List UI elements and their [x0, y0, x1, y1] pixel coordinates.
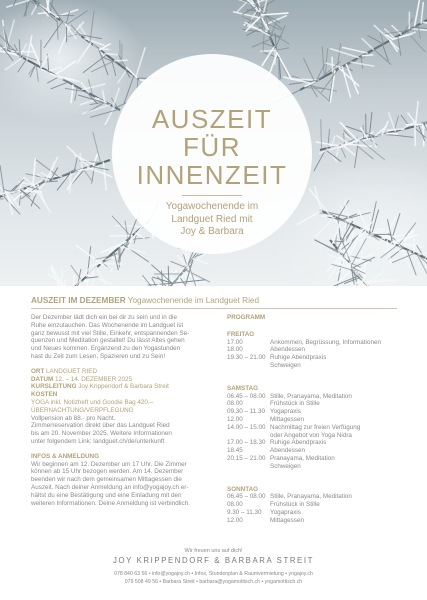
intro-line: hast du Zeit zum Lesen, Spazieren und zu Sein!: [31, 352, 166, 360]
footer-contact: [0, 570, 427, 586]
datum-row: [31, 376, 221, 384]
ort-row: [31, 368, 221, 376]
subtitle-line-3: Joy & Barbara: [180, 226, 244, 237]
kosten-line: YOGA inkl. Notizheft und Goodie Bag 420.–: [31, 398, 154, 406]
title-line-1: AUSZEIT: [151, 104, 273, 134]
ort-value: LANDGUET RIED: [46, 367, 98, 375]
schedule-row: [227, 439, 407, 447]
subtitle-line-2: Landguet Ried mit: [171, 213, 253, 225]
schedule-activity: Abendessen: [270, 447, 306, 455]
kosten-line: Vollpension ab 88.- pro Nacht.: [31, 414, 116, 422]
title-divider: [182, 195, 242, 196]
schedule-activity: Schweigen: [270, 361, 301, 369]
schedule-row: [227, 432, 407, 440]
title-circle: [112, 54, 312, 254]
schedule-row: [227, 393, 407, 401]
schedule-time: 19.30 – 21.00: [227, 354, 266, 362]
intro-line: und Neues kommen. Ergänzend zu den Yogastunden: [31, 345, 181, 353]
section-headline: [31, 296, 411, 305]
schedule-row: [227, 501, 407, 509]
schedule-row: [227, 424, 407, 432]
subtitle-line-1: Yogawochenende im: [165, 201, 259, 212]
schedule-activity: Yogapraxis: [270, 508, 301, 516]
headline-bold: AUSZEIT IM DEZEMBER: [31, 296, 126, 305]
schedule-activity: Schweigen: [270, 462, 301, 470]
datum-label: DATUM: [31, 375, 54, 383]
infos-line: Wir beginnen am 12. Dezember um 17 Uhr. Die Zimmer: [31, 460, 187, 468]
headline-rule: [31, 308, 397, 309]
schedule-row: [227, 400, 407, 408]
schedule-time: 14.00 – 15.00: [227, 423, 266, 431]
intro-line: quenzen und Meditation gestaltet! Du lässt Altes gehen: [31, 337, 185, 345]
schedule-activity: Pranayama, Meditation: [270, 454, 335, 462]
schedule-time: [227, 463, 270, 471]
schedule-row: [227, 346, 407, 354]
footer: [0, 548, 427, 586]
schedule-activity: Ruhige Abendpraxis: [270, 439, 327, 447]
schedule-time: 12.00: [227, 415, 243, 423]
schedule-time: 12.00: [227, 516, 243, 524]
day-heading: FREITAG: [227, 330, 255, 338]
datum-value: 12. – 14. DEZEMBER 2025: [55, 375, 133, 383]
title-line-3: INNENZEIT: [136, 160, 288, 190]
hero-subtitle: [132, 201, 292, 239]
schedule-time: 06.45 – 08.00: [227, 493, 266, 501]
infos-title: INFOS & ANMELDUNG: [31, 452, 99, 460]
schedule-row: [227, 463, 407, 471]
schedule-activity: oder Angebot von Yoga Nidra: [270, 431, 352, 439]
schedule-row: [227, 447, 407, 455]
kursleitung-row: [31, 383, 221, 391]
infos-line: Auszeit. Nach deiner Anmeldung an info@yogajoy.ch er-: [31, 483, 189, 491]
infos-line: können ab 15 Uhr bezogen werden. Am 14. Dezember: [31, 468, 184, 476]
schedule-activity: Mittagessen: [270, 415, 304, 423]
infos-line: hältst du eine Bestätigung und eine Einladung mit den: [31, 491, 182, 499]
kosten-line: unter folgendem Link: landguet.ch/de/unterkunft: [31, 437, 165, 445]
schedule-time: 18.45: [227, 447, 243, 455]
schedule-time: [227, 432, 270, 440]
schedule-time: 17.00 – 18.30: [227, 439, 266, 447]
intro-line: ganz bewusst mit viel Stille, Einkehr, entspannenden Se-: [31, 329, 190, 337]
schedule-time: 18.00: [227, 346, 243, 354]
intro-line: Ruhe einzutauchen. Das Wochenende im Landguet ist: [31, 321, 184, 329]
schedule-activity: Yogapraxis: [270, 408, 301, 416]
schedule-activity: Ruhige Abendpraxis: [270, 354, 327, 362]
schedule-row: [227, 408, 407, 416]
schedule-time: 20.15 – 21.00: [227, 454, 266, 462]
intro-text: [31, 314, 221, 361]
schedule-row: [227, 339, 407, 347]
footer-invite: Wir freuen uns auf dich!: [184, 548, 243, 554]
schedule-time: 17.00: [227, 338, 243, 346]
ort-label: ORT: [31, 367, 45, 375]
contact-line-1: 078 840 63 56 • info@yogajoy.ch • Infos, Stundenplan & Raumvermietung • yogajoy.ch: [114, 571, 313, 577]
schedule-time: 9.30 – 11.30: [227, 508, 262, 516]
schedule-row: [227, 517, 407, 525]
kosten-line: Zimmerreservation direkt über das Landguet Ried: [31, 422, 170, 430]
schedule-activity: Mittagessen: [270, 516, 304, 524]
schedule-activity: Stille, Pranayama, Meditation: [270, 392, 352, 400]
schedule-time: [227, 362, 270, 370]
programm-days: [227, 331, 407, 534]
left-column: [31, 314, 221, 507]
day-heading: SONNTAG: [227, 485, 259, 493]
kosten-line: ÜBERNACHTUNG/VERPFLEGUNG: [31, 406, 134, 414]
schedule-row: [227, 455, 407, 463]
schedule-time: 08.00: [227, 501, 243, 509]
intro-line: Der Dezember lädt dich ein bei dir zu sein und in die: [31, 314, 177, 321]
programm-title: PROGRAMM: [227, 314, 266, 321]
infos-line: weiteren Informationen. Deine Anmeldung ist verbindlich.: [31, 499, 190, 507]
schedule-time: 08.00: [227, 400, 243, 408]
schedule-row: [227, 493, 407, 501]
schedule-activity: Abendessen: [270, 346, 306, 354]
schedule-activity: Nachmittag zur freien Verfügung: [270, 423, 361, 431]
schedule-activity: Stille, Pranayama, Meditation: [270, 493, 352, 501]
kosten-line: bis am 20. November 2025. Weitere Informationen: [31, 430, 172, 438]
kursleitung-label: KURSLEITUNG: [31, 383, 77, 391]
schedule-row: [227, 416, 407, 424]
schedule-time: 06.45 – 08.00: [227, 392, 266, 400]
schedule-row: [227, 509, 407, 517]
schedule-activity: Ankommen, Begrüssung, Informationen: [270, 338, 381, 346]
contact-line-2: 079 508 49 56 • Barbara Streit • barbara@yogamottisch.ch • yogamottisch.ch: [124, 579, 303, 585]
schedule-row: [227, 362, 407, 370]
title-line-2: FÜR: [183, 132, 241, 162]
programm-column: [227, 314, 407, 534]
footer-names: JOY KRIPPENDORF & BARBARA STREIT: [113, 556, 314, 565]
schedule-row: [227, 354, 407, 362]
infos-line: beenden wir nach dem gemeinsamen Mittagessen die: [31, 476, 182, 484]
schedule-activity: Frühstück in Stille: [270, 501, 320, 509]
day-heading: SAMSTAG: [227, 384, 259, 392]
headline-normal: Yogawochenende im Landguet Ried: [127, 296, 260, 305]
schedule-activity: Frühstück in Stille: [270, 400, 320, 408]
hero-image: [0, 0, 427, 286]
kursleitung-value: Joy Krippendorf & Barbara Streit: [78, 383, 169, 391]
schedule-time: 09.30 – 11.30: [227, 408, 266, 416]
kosten-label: KOSTEN: [31, 391, 58, 399]
